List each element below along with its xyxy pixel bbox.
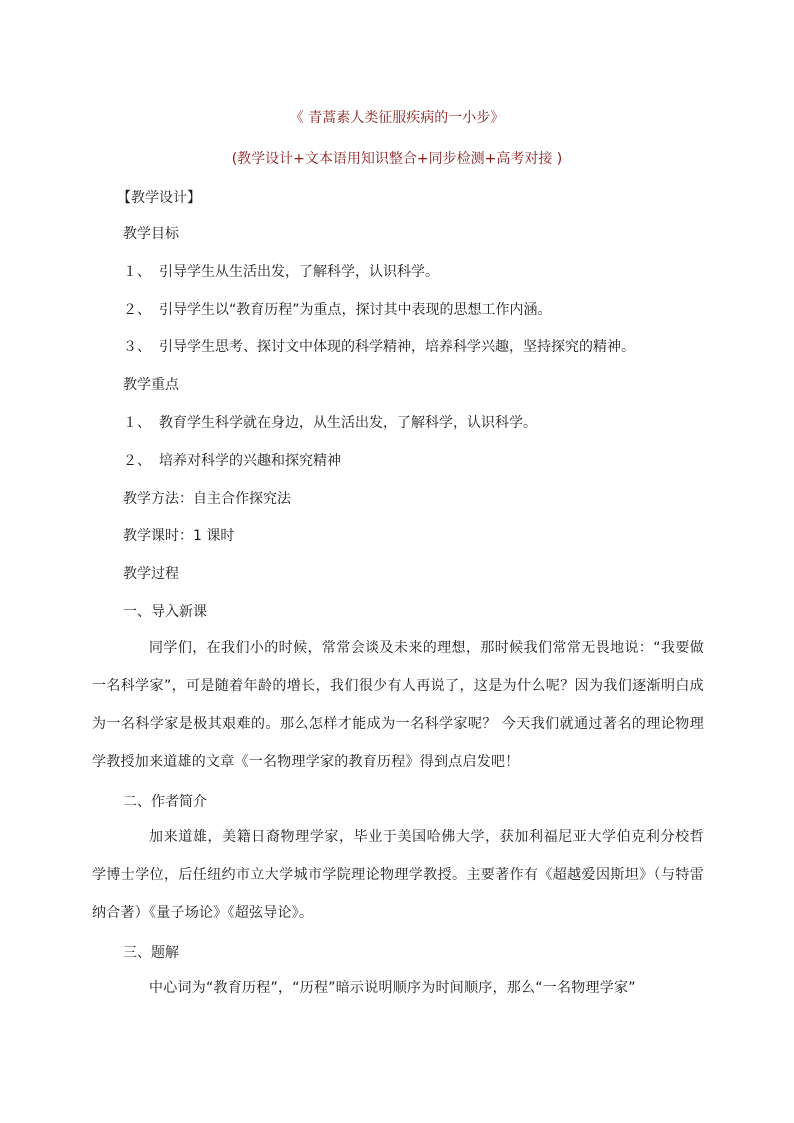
teaching-method: 教学方法：自主合作探究法 [123,491,291,507]
section-heading: 三、题解 [123,945,179,961]
key-points-heading: 教学重点 [123,377,179,393]
objective-number: １、 [123,264,151,280]
section-heading: 一、导入新课 [123,604,207,620]
objective-text: 引导学生以“教育历程”为重点，探讨其中表现的思想工作内涵。 [159,302,552,318]
key-point-item [123,413,537,433]
section-body: 同学们，在我们小的时候，常常会谈及未来的理想，那时候我们常常无畏地说：“我要做一名科学家”，可是随着年龄的增长，我们很少有人再说了，这是为什么呢？因为我们逐渐明白成为一名科学家是极其艰难的。那么怎样才能成为一名科学家呢？ 今天我们就通过著名的理论物理学教授加来道雄的文章《一名物理学家的教育历程》得到点启发吧！ [92,640,704,770]
objective-number: ３、 [123,339,151,355]
section-body: 加来道雄，美籍日裔物理学家，毕业于美国哈佛大学，获加利福尼亚大学伯克利分校哲学博士学位，后任纽约市立大学城市学院理论物理学教授。主要著作有《超越爱因斯坦》（与特雷纳合著）《量子场论》《超弦导论》。 [92,829,704,921]
section-body: 中心词为“教育历程”，“历程”暗示说明顺序为时间顺序，那么“一名物理学家” [149,980,636,996]
process-heading: 教学过程 [123,566,179,582]
objective-text: 引导学生从生活出发，了解科学，认识科学。 [159,264,439,280]
objective-item [123,337,635,357]
key-point-number: ２、 [123,453,151,469]
design-heading: 【教学设计】 [117,190,201,206]
document-title: 《 青蒿素人类征服疾病的一小步》 [289,110,505,126]
objective-item [123,262,439,282]
key-point-text: 培养对科学的兴趣和探究精神 [159,453,341,469]
objective-item [123,300,552,320]
key-point-number: １、 [123,415,151,431]
objectives-heading: 教学目标 [123,226,179,242]
key-point-item [123,451,341,471]
teaching-hours: 教学课时：1 课时 [123,528,235,544]
objective-text: 引导学生思考、探讨文中体现的科学精神，培养科学兴趣，坚持探究的精神。 [159,339,635,355]
section-heading: 二、作者简介 [123,794,207,810]
objective-number: ２、 [123,302,151,318]
document-subtitle: (教学设计+文本语用知识整合+同步检测+高考对接 ) [231,151,563,167]
key-point-text: 教育学生科学就在身边，从生活出发，了解科学，认识科学。 [159,415,537,431]
